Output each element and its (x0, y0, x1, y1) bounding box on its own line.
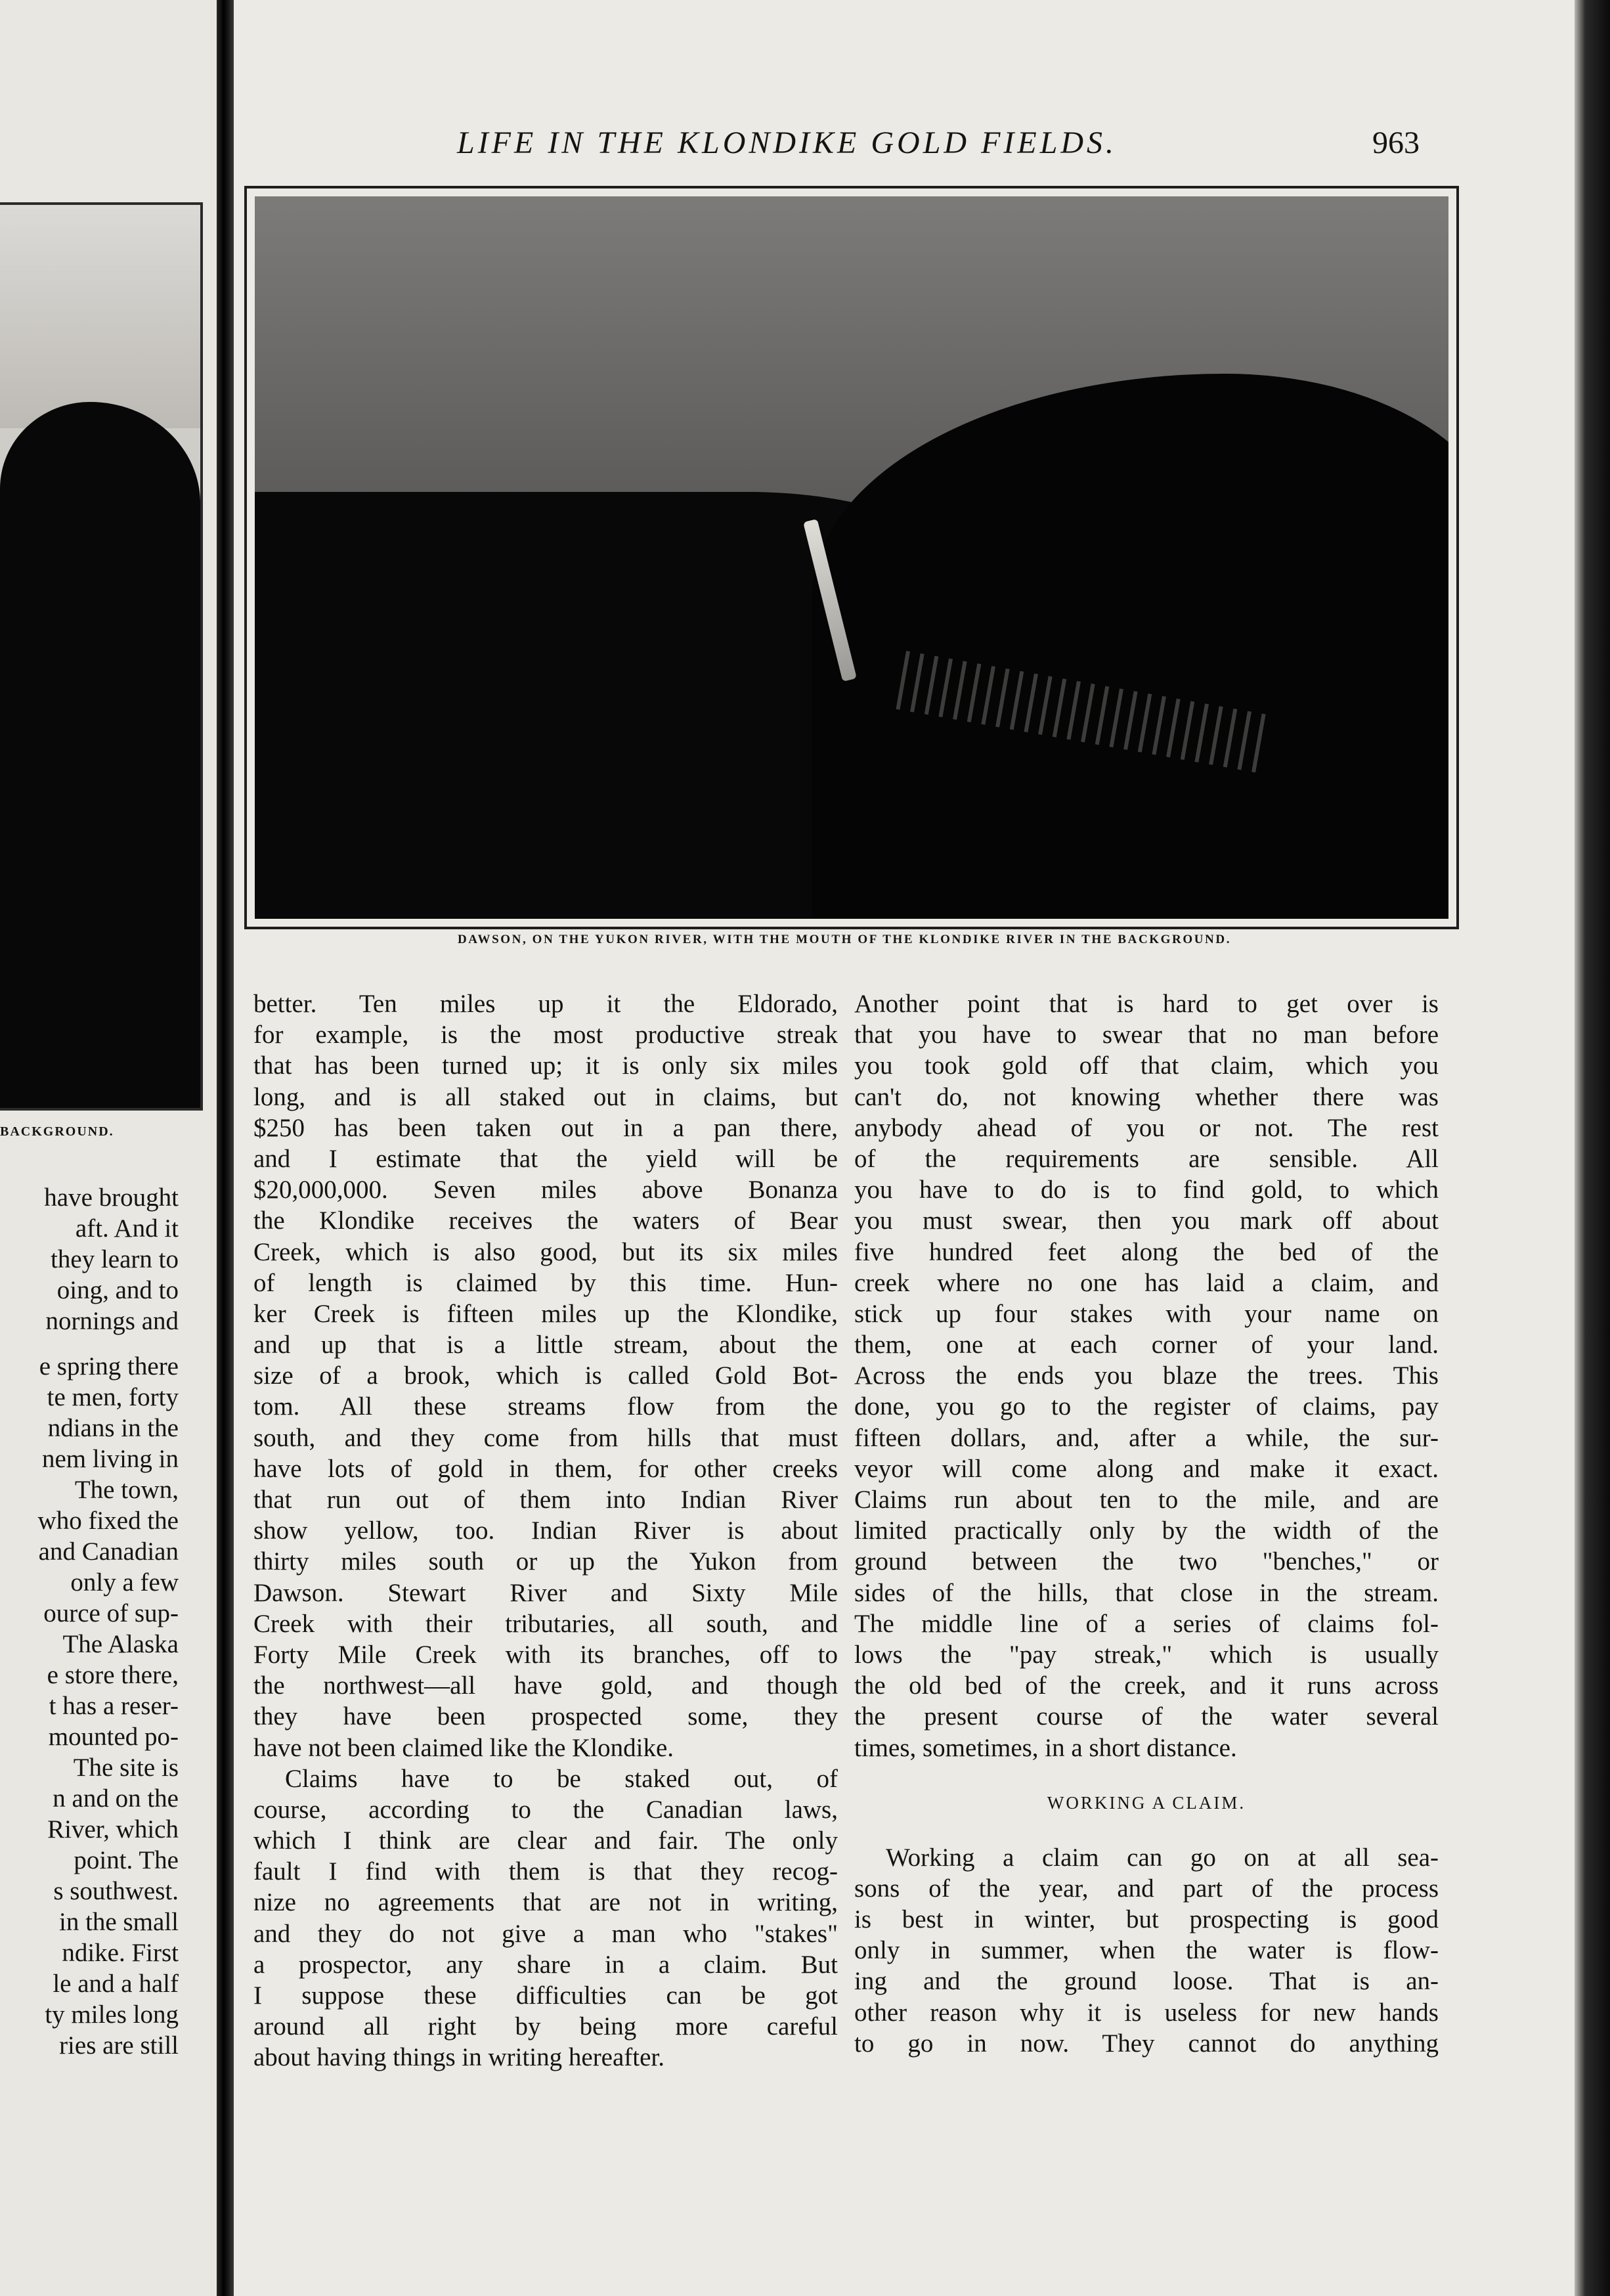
column-right-line: five hundred feet along the bed of the (854, 1237, 1439, 1266)
left-text-line: ndike. First (62, 1939, 179, 1967)
column-right-line: Working a claim can go on at all sea- (886, 1843, 1439, 1872)
text-column-left (253, 988, 838, 2073)
text-column-right-bottom (854, 1842, 1439, 2059)
left-text-line: have brought (44, 1183, 179, 1212)
column-right-line: you took gold off that claim, which you (854, 1051, 1439, 1080)
column-left-line: course, according to the Canadian laws, (253, 1795, 838, 1824)
left-text-line: ty miles long (45, 2000, 179, 2029)
column-right-line: can't do, not knowing whether there was (854, 1082, 1439, 1111)
dawson-photograph (244, 186, 1459, 929)
left-page-fragment (0, 0, 217, 2296)
column-right-line: sides of the hills, that close in the stream. (854, 1578, 1439, 1607)
column-left-line: size of a brook, which is called Gold Bot- (253, 1361, 838, 1390)
column-left-line: tom. All these streams flow from the (253, 1392, 838, 1421)
column-right-line: Across the ends you blaze the trees. This (854, 1361, 1439, 1390)
left-text-line: ndians in the (47, 1414, 179, 1442)
column-right-line: times, sometimes, in a short distance. (854, 1733, 1237, 1762)
column-left-line: Forty Mile Creek with its branches, off to (253, 1640, 838, 1669)
column-right-line: Another point that is hard to get over is (854, 990, 1439, 1018)
left-text-line: point. The (74, 1846, 179, 1874)
left-text-line: e spring there (39, 1352, 179, 1380)
column-right-line: you have to do is to find gold, to which (854, 1176, 1439, 1204)
column-right-line: limited practically only by the width of the (854, 1516, 1439, 1545)
left-text-line: in the small (59, 1908, 179, 1936)
column-right-line: The middle line of a series of claims fol- (854, 1609, 1439, 1638)
column-left-line: Dawson. Stewart River and Sixty Mile (253, 1578, 838, 1607)
column-left-line: a prospector, any share in a claim. But (253, 1950, 838, 1979)
column-right-line: to go in now. They cannot do anything (854, 2029, 1439, 2058)
right-page-edge (1575, 0, 1610, 2296)
column-left-line: for example, is the most productive streak (253, 1021, 838, 1049)
left-text-line: River, which (47, 1815, 179, 1843)
column-right-line: you must swear, then you mark off about (854, 1206, 1439, 1235)
column-left-line: which I think are clear and fair. The only (253, 1826, 838, 1855)
column-left-line: show yellow, too. Indian River is about (253, 1516, 838, 1545)
column-left-line: around all right by being more careful (253, 2012, 838, 2041)
left-text-line: mounted po- (48, 1723, 179, 1751)
page-gutter (217, 0, 234, 2296)
column-left-line: nize no agreements that are not in writing, (253, 1888, 838, 1917)
left-text-line: The town, (74, 1476, 179, 1504)
column-right-line: that you have to swear that no man before (854, 1021, 1439, 1049)
column-right-line: stick up four stakes with your name on (854, 1299, 1439, 1328)
left-text-line: e store there, (47, 1661, 179, 1689)
column-right-line: fifteen dollars, and, after a while, the sur- (854, 1423, 1439, 1452)
left-text-line: The Alaska (62, 1630, 179, 1658)
column-right-line: Claims run about ten to the mile, and are (854, 1486, 1439, 1514)
column-left-line: have not been claimed like the Klondike. (253, 1733, 674, 1762)
column-left-line: about having things in writing hereafter. (253, 2043, 665, 2072)
left-text-line: t has a reser- (49, 1692, 179, 1720)
column-left-line: Claims have to be staked out, of (285, 1764, 838, 1793)
page-number: 963 (1372, 125, 1420, 160)
column-right-line: other reason why it is useless for new hands (854, 1998, 1439, 2027)
photo-caption: DAWSON, ON THE YUKON RIVER, WITH THE MOUTH OF THE KLONDIKE RIVER IN THE BACKGROUND. (457, 933, 1232, 946)
column-left-line: and up that is a little stream, about the (253, 1331, 838, 1359)
column-right-line: is best in winter, but prospecting is good (854, 1905, 1439, 1934)
left-photo-hill (0, 402, 200, 1111)
column-right-line: only in summer, when the water is flow- (854, 1936, 1439, 1965)
column-left-line: south, and they come from hills that must (253, 1423, 838, 1452)
left-text-line: who fixed the (37, 1507, 179, 1535)
column-right-line: of the requirements are sensible. All (854, 1144, 1439, 1173)
left-text-line: and Canadian (38, 1537, 179, 1566)
left-photo-sky (0, 205, 200, 428)
left-text-line: n and on the (53, 1784, 179, 1813)
column-left-line: ker Creek is fifteen miles up the Klondike, (253, 1299, 838, 1328)
column-left-line: they have been prospected some, they (253, 1702, 838, 1731)
text-column-right (854, 988, 1439, 2059)
left-text-line: ries are still (59, 2031, 179, 2060)
column-right-line: them, one at each corner of your land. (854, 1331, 1439, 1359)
column-left-line: the Klondike receives the waters of Bear (253, 1206, 838, 1235)
column-left-line: that run out of them into Indian River (253, 1486, 838, 1514)
column-left-line: fault I find with them is that they recog- (253, 1857, 838, 1886)
left-text-line: le and a half (53, 1970, 179, 1998)
left-text-line: only a few (70, 1568, 179, 1597)
column-right-line: anybody ahead of you or not. The rest (854, 1113, 1439, 1142)
column-left-line: thirty miles south or up the Yukon from (253, 1547, 838, 1576)
left-page-text (38, 1182, 179, 2061)
left-text-line: nem living in (42, 1445, 179, 1473)
column-left-line: better. Ten miles up it the Eldorado, (253, 990, 838, 1018)
column-left-line: Creek, which is also good, but its six miles (253, 1237, 838, 1266)
column-left-line: and they do not give a man who "stakes" (253, 1919, 838, 1948)
column-left-line: have lots of gold in them, for other creeks (253, 1454, 838, 1483)
left-page-photo (0, 202, 203, 1111)
column-right-line: veyor will come along and make it exact. (854, 1454, 1439, 1483)
photo-hill-right (812, 374, 1448, 919)
column-right-line: done, you go to the register of claims, pay (854, 1392, 1439, 1421)
column-right-line: ground between the two "benches," or (854, 1547, 1439, 1576)
column-left-line: I suppose these difficulties can be got (253, 1981, 838, 2010)
column-right-line: the old bed of the creek, and it runs across (854, 1671, 1439, 1700)
left-text-line: oing, and to (56, 1276, 179, 1304)
running-head: LIFE IN THE KLONDIKE GOLD FIELDS. (457, 125, 1118, 160)
photo-scene (255, 196, 1448, 919)
column-left-line: $20,000,000. Seven miles above Bonanza (253, 1176, 838, 1204)
left-text-line: The site is (73, 1754, 179, 1782)
column-left-line: and I estimate that the yield will be (253, 1144, 838, 1173)
column-left-line: that has been turned up; it is only six miles (253, 1051, 838, 1080)
column-left-line: $250 has been taken out in a pan there, (253, 1113, 838, 1142)
column-left-line: of length is claimed by this time. Hun- (253, 1268, 838, 1297)
left-text-line: s southwest. (53, 1877, 179, 1905)
left-text-line: aft. And it (75, 1214, 179, 1243)
column-right-line: ing and the ground loose. That is an- (854, 1967, 1439, 1996)
section-heading: WORKING A CLAIM. (1047, 1792, 1246, 1813)
column-right-line: creek where no one has laid a claim, and (854, 1268, 1439, 1297)
main-page (234, 0, 1575, 2296)
text-column-right-top (854, 988, 1439, 1763)
column-right-line: the present course of the water several (854, 1702, 1439, 1731)
column-right-line: lows the "pay streak," which is usually (854, 1640, 1439, 1669)
column-left-line: long, and is all staked out in claims, but (253, 1082, 838, 1111)
column-left-line: the northwest—all have gold, and though (253, 1671, 838, 1700)
left-text-line: nornings and (45, 1307, 179, 1335)
left-photo-caption: BACKGROUND. (0, 1124, 114, 1139)
left-text-line: they learn to (51, 1245, 179, 1273)
left-text-line: te men, forty (47, 1383, 179, 1411)
left-text-line: ource of sup- (43, 1599, 179, 1627)
column-right-line: sons of the year, and part of the process (854, 1874, 1439, 1903)
column-left-line: Creek with their tributaries, all south, and (253, 1609, 838, 1638)
